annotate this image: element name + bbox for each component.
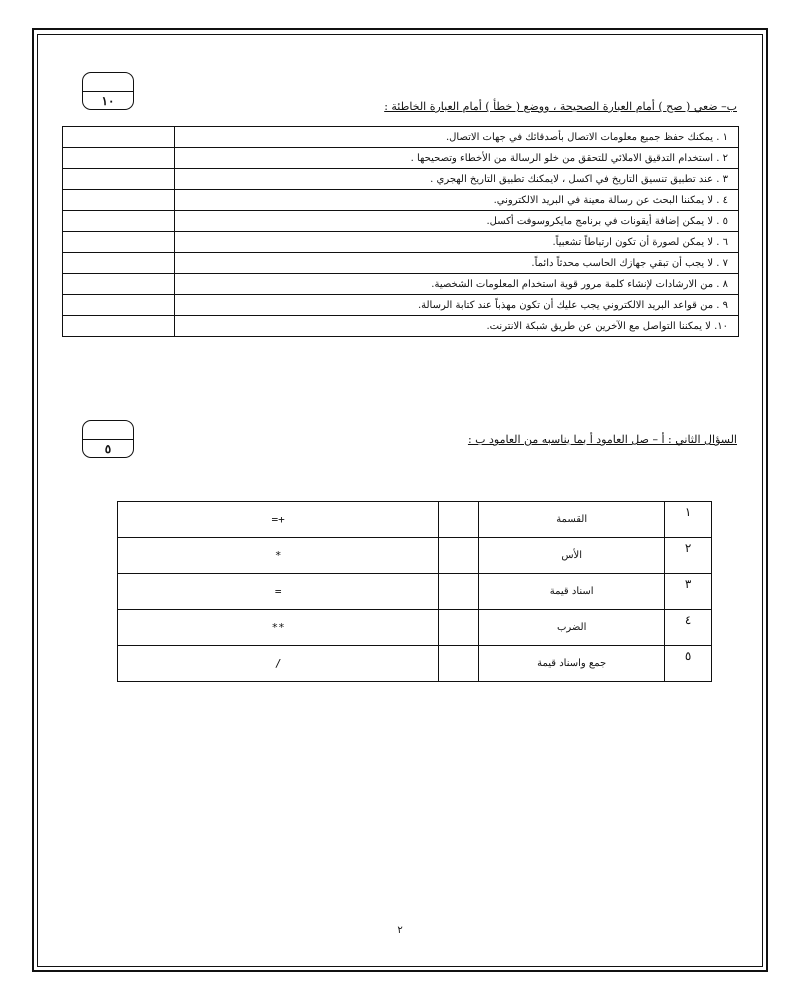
statement-text: ٢ . استخدام التدقيق الاملائي للتحقق من خلو الرسالة من الأخطاء وتصحيحها . <box>175 148 739 169</box>
match-answer-cell[interactable] <box>439 646 479 682</box>
column-b-item: = <box>118 574 439 610</box>
answer-cell[interactable] <box>63 190 175 211</box>
table-row <box>118 502 712 538</box>
true-false-table <box>62 126 739 337</box>
row-number: ٣ <box>665 574 712 610</box>
answer-cell[interactable] <box>63 232 175 253</box>
table-row <box>63 316 739 337</box>
column-a-item: اسناد قيمة <box>479 574 665 610</box>
table-row <box>63 169 739 190</box>
table-row <box>63 253 739 274</box>
statement-text: ١ . يمكنك حفظ جميع معلومات الاتصال بأصدقائك في جهات الاتصال. <box>175 127 739 148</box>
statement-text: ٤ . لا يمكننا البحث عن رسالة معينة في البريد الالكتروني. <box>175 190 739 211</box>
column-a-item: القسمة <box>479 502 665 538</box>
column-b-item: * <box>118 538 439 574</box>
statement-text: ٩ . من قواعد البريد الالكتروني يجب عليك أن تكون مهذباً عند كتابة الرسالة. <box>175 295 739 316</box>
match-answer-cell[interactable] <box>439 502 479 538</box>
column-b-item: / <box>118 646 439 682</box>
statement-text: ٥ . لا يمكن إضافة أيقونات في برنامج مايكروسوفت أكسل. <box>175 211 739 232</box>
table-row <box>118 574 712 610</box>
match-answer-cell[interactable] <box>439 538 479 574</box>
column-b-item: ** <box>118 610 439 646</box>
score-value: ١٠ <box>101 94 115 108</box>
row-number: ١ <box>665 502 712 538</box>
answer-cell[interactable] <box>63 316 175 337</box>
table-row <box>63 148 739 169</box>
table-row <box>63 211 739 232</box>
answer-cell[interactable] <box>63 295 175 316</box>
page-number: ٢ <box>397 925 403 936</box>
table-row <box>118 610 712 646</box>
column-b-item: += <box>118 502 439 538</box>
row-number: ٥ <box>665 646 712 682</box>
column-a-item: جمع واسناد قيمة <box>479 646 665 682</box>
match-answer-cell[interactable] <box>439 574 479 610</box>
statement-text: ٧ . لا يجب أن تبقي جهازك الحاسب محدثاً دائماً. <box>175 253 739 274</box>
table-row <box>63 295 739 316</box>
table-row <box>118 538 712 574</box>
answer-cell[interactable] <box>63 169 175 190</box>
table-row <box>118 646 712 682</box>
table-row <box>63 274 739 295</box>
matching-table <box>117 501 712 682</box>
answer-cell[interactable] <box>63 274 175 295</box>
table-row <box>63 190 739 211</box>
score-value: ٥ <box>104 442 112 456</box>
match-answer-cell[interactable] <box>439 610 479 646</box>
score-box-question-two <box>82 420 134 458</box>
column-a-item: الأس <box>479 538 665 574</box>
section-b-heading: ب– ضعي ( صح ) أمام العبارة الصحيحة ، ووضع ( خطأ ) أمام العبارة الخاطئة : <box>384 100 737 113</box>
table-row <box>63 127 739 148</box>
column-a-item: الضرب <box>479 610 665 646</box>
score-box-divider <box>83 439 133 440</box>
answer-cell[interactable] <box>63 253 175 274</box>
answer-cell[interactable] <box>63 148 175 169</box>
statement-text: ١٠. لا يمكننا التواصل مع الآخرين عن طريق شبكة الانترنت. <box>175 316 739 337</box>
score-box-divider <box>83 91 133 92</box>
statement-text: ٨ . من الارشادات لإنشاء كلمة مرور قوية استخدام المعلومات الشخصية. <box>175 274 739 295</box>
row-number: ٢ <box>665 538 712 574</box>
statement-text: ٦ . لا يمكن لصورة أن تكون ارتباطاً تشعبياً. <box>175 232 739 253</box>
table-row <box>63 232 739 253</box>
statement-text: ٣ . عند تطبيق تنسيق التاريخ في اكسل ، لايمكنك تطبيق التاريخ الهجري . <box>175 169 739 190</box>
score-box-section-b <box>82 72 134 110</box>
answer-cell[interactable] <box>63 127 175 148</box>
question-two-heading: السؤال الثاني : أ – صل العامود أ بما يناسبه من العامود ب : <box>467 433 737 446</box>
answer-cell[interactable] <box>63 211 175 232</box>
row-number: ٤ <box>665 610 712 646</box>
